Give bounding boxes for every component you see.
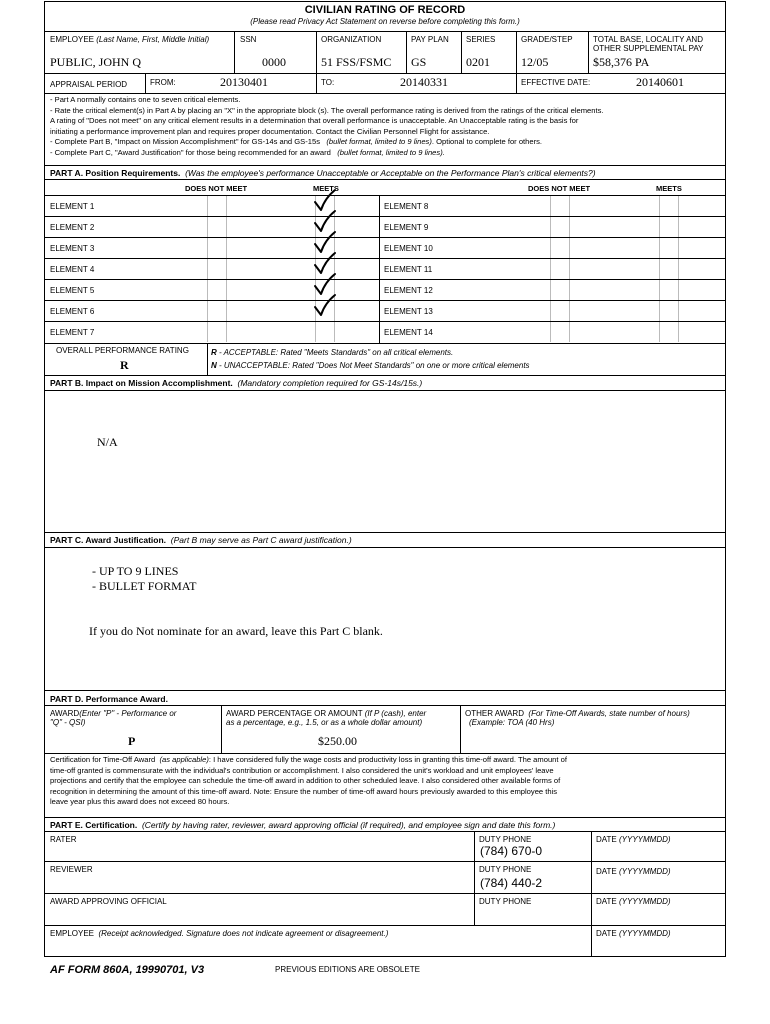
ssn-field[interactable]: 0000 [262,55,286,69]
effective-date-label: EFFECTIVE DATE: [521,78,591,87]
reviewer-signature-field[interactable]: REVIEWER [50,865,93,874]
part-c-line-2[interactable]: - BULLET FORMAT [92,579,197,593]
approving-official-signature-field[interactable]: AWARD APPROVING OFFICIAL [50,897,167,906]
does-not-meet-checkbox[interactable] [207,280,227,300]
divider [234,31,235,73]
does-not-meet-checkbox[interactable] [207,259,227,279]
element-label: ELEMENT 4 [50,265,95,274]
divider [44,547,726,548]
rating-r-legend: R - ACCEPTABLE: Rated "Meets Standards" on all critical elements. [211,348,454,357]
check-mark-icon [312,190,336,212]
to-date-field[interactable]: 20140331 [400,75,448,89]
meets-checkbox[interactable] [659,259,679,279]
does-not-meet-checkbox[interactable] [550,196,570,216]
element-label: ELEMENT 3 [50,244,95,253]
element-label: ELEMENT 1 [50,202,95,211]
effective-date-field[interactable]: 20140601 [636,75,684,89]
award-type-label: AWARD(Enter "P" - Performance or [50,709,177,718]
employee-signature-field[interactable]: EMPLOYEE (Receipt acknowledged. Signature does not indicate agreement or disagreement.) [50,929,389,938]
divider [44,343,726,344]
does-not-meet-checkbox[interactable] [550,238,570,258]
organization-field[interactable]: 51 FSS/FSMC [321,55,392,69]
grade-step-label: GRADE/STEP [521,35,573,44]
divider [44,817,726,818]
divider [44,532,726,533]
check-mark-icon [312,274,336,296]
divider [44,375,726,376]
divider [44,279,726,280]
does-not-meet-checkbox[interactable] [207,301,227,321]
part-b-text[interactable]: N/A [97,435,118,449]
organization-label: ORGANIZATION [321,35,382,44]
meets-header-left: MEETS [313,184,339,193]
divider [44,705,726,706]
does-not-meet-checkbox[interactable] [550,259,570,279]
reviewer-phone-field[interactable]: (784) 440-2 [480,876,543,890]
divider [44,237,726,238]
divider [44,216,726,217]
employee-name-label: EMPLOYEE (Last Name, First, Middle Initial) [50,35,210,44]
meets-checkbox[interactable] [659,238,679,258]
does-not-meet-checkbox[interactable] [550,280,570,300]
divider [221,705,222,753]
divider [44,831,726,832]
rater-date-field[interactable]: DATE (YYYYMMDD) [596,835,671,844]
divider [44,390,726,391]
divider [44,893,726,894]
reviewer-phone-label: DUTY PHONE [479,865,532,874]
divider [44,31,726,32]
obsolete-notice: PREVIOUS EDITIONS ARE OBSOLETE [275,965,420,974]
check-mark-icon [312,253,336,275]
rater-signature-field[interactable]: RATER [50,835,77,844]
divider [516,31,517,73]
divider [516,73,517,93]
pay-plan-field[interactable]: GS [411,55,427,69]
pay-plan-label: PAY PLAN [411,35,449,44]
reviewer-date-field[interactable]: DATE (YYYYMMDD) [596,867,671,876]
element-label: ELEMENT 2 [50,223,95,232]
meets-checkbox[interactable] [659,322,679,342]
other-award-hint: (Example: TOA (40 Hrs) [469,718,555,727]
employee-name-field[interactable]: PUBLIC, JOHN Q [50,55,142,69]
part-a-heading: PART A. Position Requirements. (Was the employee's performance Unacceptable or Acceptable on the Performance Plan's critical elements?) [50,168,596,178]
meets-checkbox[interactable] [659,196,679,216]
part-b-heading: PART B. Impact on Mission Accomplishment. (Mandatory completion required for GS-14s/15s.) [50,378,423,388]
divider [44,165,726,166]
element-label: ELEMENT 10 [384,244,433,253]
meets-checkbox[interactable] [315,301,335,321]
meets-checkbox[interactable] [659,301,679,321]
element-label: ELEMENT 14 [384,328,433,337]
divider [44,258,726,259]
check-mark-icon [312,211,336,233]
does-not-meet-checkbox[interactable] [207,217,227,237]
award-type-field[interactable]: P [128,734,136,748]
check-mark-icon [312,295,336,317]
part-c-line-1[interactable]: - UP TO 9 LINES [92,564,179,578]
series-field[interactable]: 0201 [466,55,490,69]
divider [44,300,726,301]
does-not-meet-checkbox[interactable] [207,196,227,216]
divider [461,31,462,73]
appraisal-period-label: APPRAISAL PERIOD [50,80,128,89]
does-not-meet-checkbox[interactable] [207,238,227,258]
from-label: FROM: [150,78,176,87]
does-not-meet-header-right: DOES NOT MEET [528,184,591,193]
form-id: AF FORM 860A, 19990701, V3 [50,964,205,976]
award-amount-hint: as a percentage, e.g., 1.5, or as a whole dollar amount) [226,718,423,727]
form-subtitle: (Please read Privacy Act Statement on reverse before completing this form.) [250,17,520,26]
divider [44,321,726,322]
approving-phone-field[interactable]: DUTY PHONE [479,897,532,906]
divider [44,195,726,196]
total-pay-label-1: TOTAL BASE, LOCALITY AND [593,35,703,44]
divider [588,31,589,73]
rater-phone-label: DUTY PHONE [479,835,532,844]
divider [460,705,461,753]
divider [316,31,317,73]
divider [44,861,726,862]
element-label: ELEMENT 7 [50,328,95,337]
divider [591,831,592,957]
divider [44,179,726,180]
divider [44,93,726,94]
part-c-heading: PART C. Award Justification. (Part B may serve as Part C award justification.) [50,535,352,545]
rating-n-legend: N - UNACCEPTABLE: Rated "Does Not Meet Standards" on one or more critical elements [211,361,530,370]
divider [44,690,726,691]
rater-phone-field[interactable]: (784) 670-0 [480,844,543,858]
element-label: ELEMENT 13 [384,307,433,316]
approving-date-field[interactable]: DATE (YYYYMMDD) [596,897,671,906]
award-amount-field[interactable]: $250.00 [318,734,357,748]
divider [44,925,726,926]
element-label: ELEMENT 11 [384,265,433,274]
divider [145,73,146,93]
part-c-line-3[interactable]: If you do Not nominate for an award, leave this Part C blank. [89,624,383,638]
meets-checkbox[interactable] [315,322,335,342]
meets-header-right: MEETS [656,184,682,193]
total-pay-field[interactable]: $58,376 PA [593,55,650,69]
element-label: ELEMENT 8 [384,202,429,211]
meets-checkbox[interactable] [659,280,679,300]
ssn-label: SSN [240,35,257,44]
element-label: ELEMENT 12 [384,286,433,295]
series-label: SERIES [466,35,496,44]
does-not-meet-header-left: DOES NOT MEET [185,184,248,193]
divider [207,343,208,376]
divider [316,73,317,93]
form-title: CIVILIAN RATING OF RECORD [304,4,466,16]
does-not-meet-checkbox[interactable] [550,322,570,342]
instructions: - Part A normally contains one to seven critical elements. - Rate the critical element(s) in Part A by placing an "X" in the appropriate block (s). The overall performance rating is derived from the ratings of the critical elements. A rating of "Does not meet" on any critical element results in a determination that overall performance is unacceptable. An Unacceptable rating is the basis for initiating a performance improvement plan and requires proper documentation. Contact the Civilian Personnel Flight for assistance. - Complete Part B, "Impact on Mission Accomplishment" for GS-14s and GS-15s (bullet format, limited to 9 lines). Optional to complete for others. - Complete Part C, "Award Justification" for those being recommended for an award (bullet format, limited to 9 lines). [50,95,604,157]
overall-rating-field[interactable]: R [120,358,129,372]
does-not-meet-checkbox[interactable] [550,301,570,321]
divider [474,831,475,926]
other-award-label: OTHER AWARD (For Time-Off Awards, state number of hours) [465,709,690,718]
element-label: ELEMENT 5 [50,286,95,295]
divider [44,73,726,74]
award-amount-label: AWARD PERCENTAGE OR AMOUNT (If P (cash), enter [226,709,427,718]
element-label: ELEMENT 6 [50,307,95,316]
does-not-meet-checkbox[interactable] [207,322,227,342]
to-label: TO: [321,78,335,87]
employee-date-field[interactable]: DATE (YYYYMMDD) [596,929,671,938]
divider [406,31,407,73]
time-off-certification: Certification for Time-Off Award (as applicable): I have considered fully the wage costs and productivity loss in granting this time-off award. The amount of time-off granted is commensurate with the individual's contribution or accomplishment. I also considered the unit's workload and unit employees' leave projections and certify that the employee can schedule the time-off award in addition to other scheduled leave. I also considered other available forms of recognition in determining the amount of this time-off award. Note: Ensure the number of time-off award hours previously awarded to this employee this leave year plus this award does not exceed 80 hours. [50,755,567,807]
award-type-hint: "Q" - QSI) [50,718,86,727]
from-date-field[interactable]: 20130401 [220,75,268,89]
grade-step-field[interactable]: 12/05 [521,55,549,69]
total-pay-label-2: OTHER SUPPLEMENTAL PAY [593,44,704,53]
part-d-heading: PART D. Performance Award. [50,694,168,704]
element-label: ELEMENT 9 [384,223,429,232]
overall-rating-label: OVERALL PERFORMANCE RATING [56,346,189,355]
divider [44,753,726,754]
check-mark-icon [312,232,336,254]
does-not-meet-checkbox[interactable] [550,217,570,237]
meets-checkbox[interactable] [659,217,679,237]
part-e-heading: PART E. Certification. (Certify by having rater, reviewer, award approving official (if required), and employee sign and date this form.) [50,820,556,830]
